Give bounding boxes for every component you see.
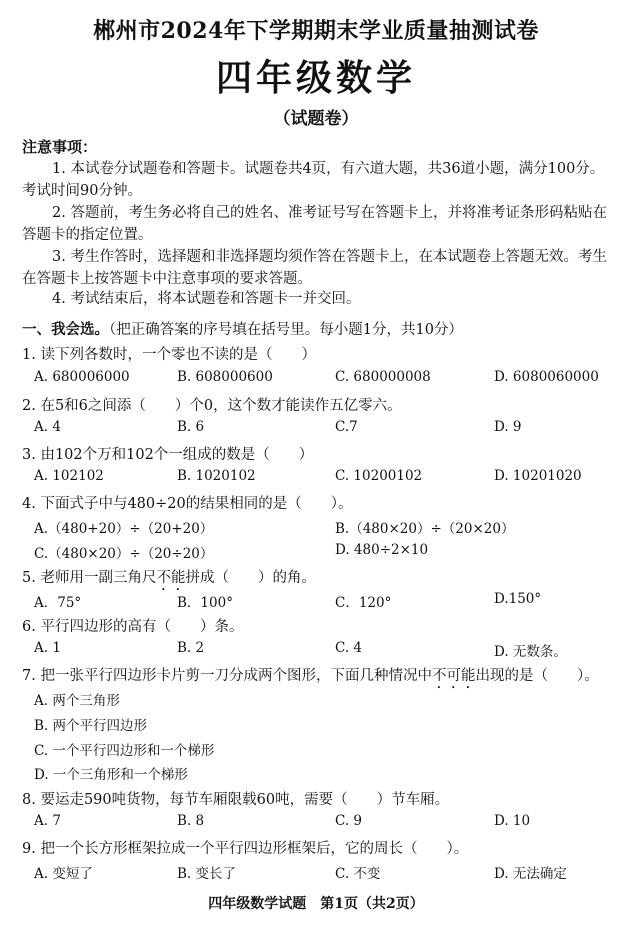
option-a: A. 102102 — [34, 468, 104, 484]
option-b: B. 6 — [177, 419, 205, 435]
question-9: 9. 把一个长方形框架拉成一个平行四边形框架后，它的周长（ ）。 — [22, 841, 469, 857]
question-2: 2. 在5和6之间添（ ）个0，这个数才能读作五亿零六。 — [22, 398, 402, 414]
question-7-emphasis: 不可能 — [431, 668, 476, 684]
option-a: A. 7 — [34, 813, 61, 829]
option-c: C．120° — [335, 595, 392, 611]
question-7 — [22, 664, 599, 692]
question-5-emphasis: 不能 — [156, 570, 186, 586]
question-6: 6. 平行四边形的高有（ ）条。 — [22, 619, 244, 635]
option-b: B. 2 — [177, 640, 205, 656]
option-a: A. 两个三角形 — [34, 693, 120, 709]
question-4: 4. 下面式子中与480÷20的结果相同的是（ ）。 — [22, 496, 353, 512]
option-b: B.（480×20）÷（20×20） — [335, 521, 515, 537]
option-c: C. 不变 — [335, 866, 381, 882]
option-d: D. 一个三角形和一个梯形 — [34, 767, 188, 783]
option-b: B. 8 — [177, 813, 205, 829]
note-item: 2. 答题前，考生务必将自己的姓名、准考证号写在答题卡上，并将准考证条形码粘贴在答题卡的指定位置。 — [22, 205, 607, 243]
option-c: C. 9 — [335, 813, 363, 829]
option-a: A．75° — [34, 595, 82, 611]
option-d: D. 10 — [494, 813, 531, 829]
option-a: A. 变短了 — [34, 866, 93, 882]
option-d: D.150° — [494, 591, 542, 607]
question-1: 1. 读下列各数时，一个零也不读的是（ ） — [22, 347, 316, 363]
section-1-heading — [22, 318, 463, 339]
option-a: A. 4 — [34, 419, 61, 435]
option-d: D. 无法确定 — [494, 866, 567, 882]
option-c: C. 4 — [335, 640, 363, 656]
note-item: 4. 考试结束后，将本试题卷和答题卡一并交回。 — [52, 291, 361, 307]
question-5 — [22, 566, 316, 594]
option-b: B. 1020102 — [177, 468, 256, 484]
note-item: 3. 考生作答时，选择题和非选择题均须作答在答题卡上，在本试题卷上答题无效。考生在答题卡上按答题卡中注意事项的要求答题。 — [22, 249, 607, 287]
option-d: D. 480÷2×10 — [335, 542, 429, 558]
question-5-stem-start: 5. 老师用一副三角尺 — [22, 570, 157, 586]
paper-type: （试题卷） — [273, 109, 359, 129]
option-c: C. 一个平行四边形和一个梯形 — [34, 743, 215, 759]
page-footer: 四年级数学试题 第1页（共2页） — [208, 896, 424, 912]
option-a: A. 1 — [34, 640, 61, 656]
option-b: B. 两个平行四边形 — [34, 718, 148, 734]
note-item: 1. 本试卷分试题卷和答题卡。试题卷共4页，有六道大题，共36道小题，满分100分。考试时间90分钟。 — [22, 161, 605, 199]
notes-heading: 注意事项： — [22, 138, 98, 156]
question-7-stem-end: 出现的是（ ）。 — [475, 668, 599, 684]
question-8: 8. 要运走590吨货物，每节车厢限载60吨，需要（ ）节车厢。 — [22, 792, 450, 808]
option-c: C.7 — [335, 419, 358, 435]
option-c: C. 10200102 — [335, 468, 423, 484]
option-a: A.（480+20）÷（20+20） — [34, 521, 214, 537]
option-d: D. 9 — [494, 419, 522, 435]
option-b: B. 变长了 — [177, 866, 237, 882]
option-c: C. 680000008 — [335, 369, 431, 385]
option-b: B. 608000600 — [177, 369, 273, 385]
option-a: A. 680006000 — [34, 369, 130, 385]
option-c: C.（480×20）÷（20÷20） — [34, 546, 214, 562]
option-d: D. 10201020 — [494, 468, 582, 484]
question-5-stem-end: 拼成（ ）的角。 — [185, 570, 316, 586]
subject-title: 四年级数学 — [215, 57, 416, 99]
question-3: 3. 由102个万和102个一组成的数是（ ） — [22, 447, 314, 463]
section-1-instruction: （把正确答案的序号填在括号里。每小题1分，共10分） — [109, 322, 463, 338]
section-1-title: 一、我会选。 — [22, 322, 109, 338]
option-d: D. 无数条。 — [494, 644, 567, 660]
question-7-stem-start: 7. 把一张平行四边形卡片剪一刀分成两个图形，下面几种情况中 — [22, 668, 432, 684]
exam-title: 郴州市2024年下学期期末学业质量抽测试卷 — [93, 18, 539, 44]
option-d: D. 6080060000 — [494, 369, 599, 385]
option-b: B．100° — [177, 595, 233, 611]
